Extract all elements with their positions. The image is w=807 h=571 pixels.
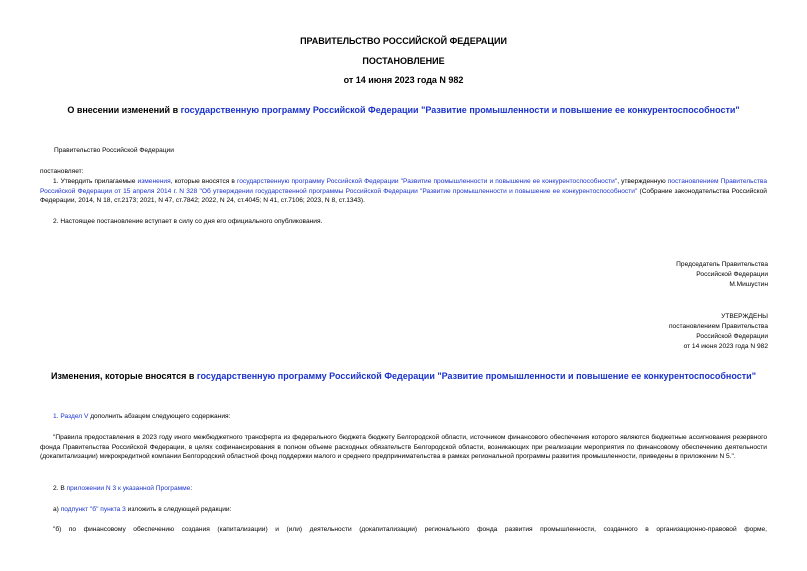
document-title-prefix: О внесении изменений в bbox=[67, 105, 181, 115]
p1-text-3: , утвержденную bbox=[617, 178, 668, 185]
approved-line-4: от 14 июня 2023 года N 982 bbox=[683, 343, 768, 350]
changes-title-program-link[interactable]: государственную программу Российской Федерации "Развитие промышленности и повышение ее конкурентоспособности" bbox=[196, 371, 756, 381]
changes-link[interactable]: изменения bbox=[137, 178, 171, 185]
signature-name: М.Мишустин bbox=[729, 281, 768, 288]
change-item-2a bbox=[53, 505, 231, 515]
change-2-text: : bbox=[190, 485, 193, 492]
resolution-328-link[interactable]: постановлением Правительства Российской Федерации от 15 апреля 2014 г. N 328 "Об утверждении государственной программы Российской Федерации "Развитие промышленности и повышение ее конкурентоспособности" bbox=[40, 178, 768, 195]
signature-title-1: Председатель Правительства bbox=[676, 261, 768, 268]
subparagraph-b-link[interactable]: подпункт "б" пункта 3 bbox=[60, 506, 126, 513]
document-type: ПОСТАНОВЛЕНИЕ bbox=[362, 56, 445, 66]
signature-title-2: Российской Федерации bbox=[696, 271, 768, 278]
p1-text-4: (Собрание законодательства Российской Федерации, 2014, N 18, ст.2173; 2021, N 47, ст.7842; 2022, N 24, ст.4045; N 41, ст.7106; 2023, N 8, ст.1343). bbox=[40, 187, 767, 205]
changes-title bbox=[0, 371, 807, 381]
approved-line-2: постановлением Правительства bbox=[668, 323, 768, 330]
change-1-quote: "Правила предоставления в 2023 году иного межбюджетного трансферта из федерального бюджета бюджету Белгородской области, источником финансового обеспечения которого являются бюджетные ассигнования резервного фонда Правительства Российской Федерации, в целях софинансирования в полном объеме расходных обязательств Белгородской области, возникающих при реализации мероприятия по финансовому обеспечению деятельности (докапитализации) микрокредитной компании Белгородский областной фонд поддержки малого и среднего предпринимательства в рамках региональной программы развития промышленности, приведены в приложении N 5.". bbox=[40, 434, 767, 461]
appendix-3-link[interactable]: приложении N 3 к указанной Программе bbox=[66, 485, 191, 492]
changes-title-prefix: Изменения, которые вносятся в bbox=[51, 371, 197, 381]
issuer-text: Правительство Российской Федерации bbox=[54, 147, 174, 154]
change-item-2 bbox=[53, 484, 192, 494]
program-link[interactable]: государственную программу Российской Федерации "Развитие промышленности и повышение ее конкурентоспособности" bbox=[236, 178, 618, 185]
paragraph-1 bbox=[40, 177, 767, 206]
change-1-number: 1. bbox=[53, 413, 61, 420]
p1-text-1: 1. Утвердить прилагаемые bbox=[53, 178, 138, 185]
change-item-1 bbox=[53, 412, 230, 422]
government-heading: ПРАВИТЕЛЬСТВО РОССИЙСКОЙ ФЕДЕРАЦИИ bbox=[300, 36, 507, 46]
change-2-prefix: 2. В bbox=[53, 485, 67, 492]
title-program-link[interactable]: государственную программу Российской Федерации "Развитие промышленности и повышение ее конкурентоспособности" bbox=[180, 105, 740, 115]
document-date-number: от 14 июня 2023 года N 982 bbox=[343, 75, 464, 85]
document-title bbox=[0, 105, 807, 115]
decides-text: постановляет: bbox=[40, 168, 84, 175]
change-2a-prefix: а) bbox=[53, 506, 61, 513]
change-2a-text: изложить в следующей редакции: bbox=[125, 506, 232, 513]
section-v-link[interactable]: Раздел V bbox=[60, 413, 89, 420]
approved-line-1: УТВЕРЖДЕНЫ bbox=[721, 313, 768, 320]
paragraph-2: 2. Настоящее постановление вступает в силу со дня его официального опубликования. bbox=[53, 218, 323, 225]
p1-text-2: , которые вносятся в bbox=[170, 178, 237, 185]
change-1-text: дополнить абзацем следующего содержания: bbox=[88, 413, 231, 420]
change-2a-quote: "б) по финансовому обеспечению создания (капитализации) и (или) деятельности (докапитализации) регионального фонда развития промышленности, созданного в организационно-правовой форме, bbox=[53, 526, 767, 533]
approved-line-3: Российской Федерации bbox=[696, 333, 768, 340]
